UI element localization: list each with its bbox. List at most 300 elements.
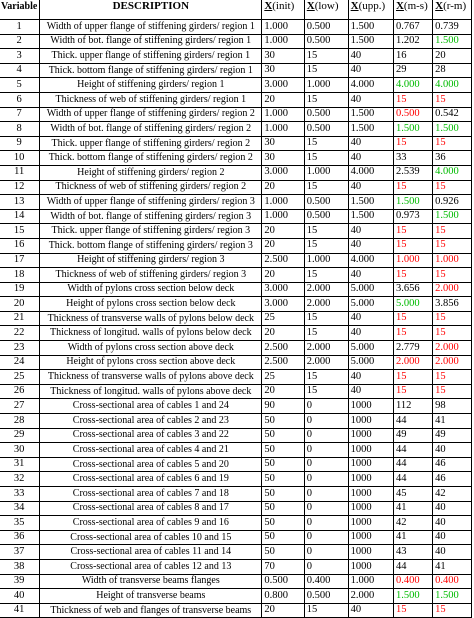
x-last-cell: 0.926 [433,195,472,210]
x-last-cell: 1.500 [433,209,472,224]
x-ms-cell: 3.656 [393,282,432,297]
x-init-cell: 25 [262,370,304,385]
table-row [0,341,472,356]
x-ms-column-header [393,0,432,20]
table-row [0,574,472,589]
x-init-cell: 50 [262,501,304,516]
x-low-cell: 0 [304,428,348,443]
x-last-cell: 1.500 [433,34,472,49]
x-init-cell: 30 [262,49,304,64]
x-last-cell: 20 [433,49,472,64]
x-low-cell: 15 [304,224,348,239]
variable-number-cell: 9 [0,136,40,151]
x-upp-cell: 5.000 [348,282,393,297]
description-cell: Height of pylons cross section above deck [40,355,262,370]
x-init-cell: 1.000 [262,20,304,35]
x-init-cell: 50 [262,414,304,429]
variable-number-cell: 15 [0,224,40,239]
x-low-cell: 0 [304,545,348,560]
x-upp-cell: 1.500 [348,195,393,210]
x-upp-cell: 40 [348,63,393,78]
description-cell: Cross-sectional area of cables 2 and 23 [40,414,262,429]
x-upp-cell: 1000 [348,457,393,472]
x-ms-cell: 15 [393,311,432,326]
x-upp-column-header [348,0,393,20]
x-low-cell: 15 [304,63,348,78]
variable-number-cell: 16 [0,238,40,253]
table-row [0,355,472,370]
x-last-cell: 15 [433,268,472,283]
description-cell: Width of upper flange of stiffening girders/ region 1 [40,20,262,35]
description-cell: Thick. bottom flange of stiffening girders/ region 1 [40,63,262,78]
x-last-cell: 0.542 [433,107,472,122]
x-low-cell: 15 [304,311,348,326]
x-last-cell: 4.000 [433,165,472,180]
x-last-cell: 2.000 [433,355,472,370]
x-ms-cell: 49 [393,428,432,443]
x-last-cell: 1.500 [433,122,472,137]
x-init-cell: 50 [262,545,304,560]
description-cell: Thick. upper flange of stiffening girders/ region 2 [40,136,262,151]
variable-number-cell: 6 [0,92,40,107]
x-low-cell: 0.500 [304,195,348,210]
table-row [0,370,472,385]
x-low-cell: 15 [304,326,348,341]
x-upp-cell: 1000 [348,487,393,502]
variable-number-cell: 3 [0,49,40,64]
x-init-cell: 50 [262,530,304,545]
x-upp-cell: 5.000 [348,297,393,312]
table-row [0,297,472,312]
x-last-cell: 15 [433,92,472,107]
x-init-cell: 70 [262,559,304,574]
x-last-cell: 1.500 [433,589,472,604]
table-row [0,49,472,64]
x-ms-cell: 112 [393,399,432,414]
x-init-cell: 3.000 [262,297,304,312]
x-last-cell: 28 [433,63,472,78]
description-cell: Thickness of web of stiffening girders/ region 3 [40,268,262,283]
x-init-cell: 50 [262,457,304,472]
x-ms-cell: 2.000 [393,355,432,370]
variable-number-cell: 19 [0,282,40,297]
table-row [0,20,472,35]
x-init-cell: 1.000 [262,195,304,210]
x-low-cell: 2.000 [304,297,348,312]
table-row [0,589,472,604]
x-last-cell: 2.000 [433,341,472,356]
x-low-cell: 2.000 [304,341,348,356]
x-low-cell: 15 [304,384,348,399]
x-init-cell: 30 [262,151,304,166]
variable-number-cell: 20 [0,297,40,312]
description-cell: Thickness of web and flanges of transverse beams [40,603,262,618]
x-low-cell: 2.000 [304,355,348,370]
description-cell: Height of stiffening girders/ region 2 [40,165,262,180]
x-ms-cell: 15 [393,238,432,253]
x-last-cell: 40 [433,443,472,458]
table-body [0,20,472,618]
x-init-subscript: (init) [272,0,295,12]
table-row [0,195,472,210]
variable-number-cell: 24 [0,355,40,370]
x-last-cell: 40 [433,501,472,516]
x-low-cell: 0 [304,472,348,487]
variable-number-cell: 39 [0,574,40,589]
x-ms-cell: 15 [393,268,432,283]
x-ms-cell: 1.000 [393,253,432,268]
x-last-cell: 4.000 [433,78,472,93]
x-upp-cell: 1.000 [348,574,393,589]
variable-number-cell: 7 [0,107,40,122]
description-cell: Cross-sectional area of cables 7 and 18 [40,487,262,502]
x-last-cell: 15 [433,311,472,326]
table-row [0,238,472,253]
x-last-cell: 15 [433,370,472,385]
x-last-cell: 36 [433,151,472,166]
x-ms-cell: 15 [393,326,432,341]
variable-number-cell: 12 [0,180,40,195]
x-ms-cell: 2.539 [393,165,432,180]
x-ms-cell: 44 [393,443,432,458]
table-row [0,63,472,78]
variable-number-cell: 27 [0,399,40,414]
table-row [0,253,472,268]
x-ms-cell: 5.000 [393,297,432,312]
variable-number-cell: 35 [0,516,40,531]
table-row [0,457,472,472]
description-cell: Width of transverse beams flanges [40,574,262,589]
x-ms-symbol: X [395,0,404,12]
table-row [0,559,472,574]
x-init-cell: 50 [262,443,304,458]
x-low-cell: 0 [304,559,348,574]
x-ms-cell: 15 [393,92,432,107]
variable-number-cell: 22 [0,326,40,341]
x-low-cell: 0.500 [304,34,348,49]
table-row [0,268,472,283]
description-cell: Cross-sectional area of cables 4 and 21 [40,443,262,458]
x-upp-cell: 40 [348,92,393,107]
variable-number-cell: 8 [0,122,40,137]
x-last-cell: 15 [433,224,472,239]
description-cell: Cross-sectional area of cables 5 and 20 [40,457,262,472]
x-ms-cell: 0.400 [393,574,432,589]
description-cell: Width of pylons cross section below deck [40,282,262,297]
variable-number-cell: 29 [0,428,40,443]
table-row [0,107,472,122]
x-low-cell: 0.400 [304,574,348,589]
x-init-cell: 2.500 [262,253,304,268]
x-last-cell: 15 [433,384,472,399]
variable-number-cell: 30 [0,443,40,458]
description-cell: Cross-sectional area of cables 1 and 24 [40,399,262,414]
x-ms-cell: 15 [393,180,432,195]
x-ms-cell: 42 [393,516,432,531]
x-low-cell: 0 [304,457,348,472]
x-last-cell: 15 [433,603,472,618]
variable-number-cell: 34 [0,501,40,516]
table-row [0,311,472,326]
x-upp-cell: 1000 [348,501,393,516]
x-low-cell: 0 [304,530,348,545]
x-ms-cell: 0.767 [393,20,432,35]
x-upp-cell: 40 [348,311,393,326]
description-cell: Height of stiffening girders/ region 3 [40,253,262,268]
x-init-cell: 0.500 [262,574,304,589]
x-low-cell: 15 [304,268,348,283]
variable-number-cell: 40 [0,589,40,604]
x-low-cell: 15 [304,151,348,166]
x-last-cell: 98 [433,399,472,414]
variable-number-cell: 31 [0,457,40,472]
x-low-cell: 1.000 [304,78,348,93]
x-init-symbol: X [264,0,273,12]
x-ms-cell: 29 [393,63,432,78]
description-cell: Thick. bottom flange of stiffening girders/ region 3 [40,238,262,253]
x-upp-cell: 4.000 [348,78,393,93]
table-row [0,151,472,166]
variable-number-cell: 36 [0,530,40,545]
table-row [0,224,472,239]
x-upp-symbol: X [350,0,359,12]
description-cell: Thickness of longitud. walls of pylons below deck [40,326,262,341]
table-row [0,180,472,195]
table-row [0,92,472,107]
x-upp-cell: 5.000 [348,341,393,356]
table-row [0,603,472,618]
description-cell: Cross-sectional area of cables 10 and 15 [40,530,262,545]
x-upp-cell: 40 [348,370,393,385]
x-upp-cell: 1.500 [348,20,393,35]
x-last-cell: 40 [433,516,472,531]
table-row [0,516,472,531]
variable-number-cell: 5 [0,78,40,93]
x-init-cell: 50 [262,472,304,487]
variable-number-cell: 21 [0,311,40,326]
table-row [0,530,472,545]
description-cell: Thickness of web of stiffening girders/ region 2 [40,180,262,195]
x-low-cell: 0.500 [304,122,348,137]
x-init-cell: 20 [262,326,304,341]
x-last-symbol: X [435,0,444,12]
x-ms-cell: 2.779 [393,341,432,356]
x-low-cell: 0.500 [304,20,348,35]
x-upp-subscript: (upp.) [358,0,386,12]
x-init-cell: 2.500 [262,341,304,356]
x-low-cell: 15 [304,238,348,253]
x-last-cell: 15 [433,326,472,341]
x-upp-cell: 1.500 [348,209,393,224]
x-upp-cell: 2.000 [348,589,393,604]
x-init-cell: 20 [262,180,304,195]
description-cell: Width of bot. flange of stiffening girders/ region 1 [40,34,262,49]
x-upp-cell: 1000 [348,443,393,458]
x-ms-cell: 44 [393,559,432,574]
x-init-cell: 30 [262,136,304,151]
table-row [0,545,472,560]
table-row [0,472,472,487]
description-cell: Thick. upper flange of stiffening girders/ region 3 [40,224,262,239]
x-low-symbol: X [306,0,315,12]
table-row [0,487,472,502]
x-init-cell: 25 [262,311,304,326]
x-last-cell: 41 [433,559,472,574]
x-upp-cell: 4.000 [348,165,393,180]
x-init-cell: 1.000 [262,107,304,122]
x-init-cell: 0.800 [262,589,304,604]
variable-number-cell: 17 [0,253,40,268]
x-upp-cell: 1000 [348,545,393,560]
description-cell: Height of transverse beams [40,589,262,604]
x-upp-cell: 1000 [348,428,393,443]
x-init-cell: 20 [262,238,304,253]
variable-number-cell: 18 [0,268,40,283]
x-ms-cell: 15 [393,224,432,239]
x-ms-cell: 41 [393,501,432,516]
x-last-cell: 41 [433,414,472,429]
x-upp-cell: 1000 [348,516,393,531]
x-last-cell: 40 [433,545,472,560]
x-ms-cell: 1.500 [393,195,432,210]
x-ms-cell: 33 [393,151,432,166]
x-low-cell: 15 [304,370,348,385]
x-init-cell: 1.000 [262,209,304,224]
x-init-column-header [262,0,304,20]
variable-number-cell: 14 [0,209,40,224]
table-row [0,282,472,297]
description-cell: Cross-sectional area of cables 6 and 19 [40,472,262,487]
description-cell: Cross-sectional area of cables 9 and 16 [40,516,262,531]
x-ms-cell: 41 [393,530,432,545]
x-upp-cell: 40 [348,238,393,253]
description-cell: Thickness of transverse walls of pylons below deck [40,311,262,326]
x-upp-cell: 4.000 [348,253,393,268]
description-cell: Width of pylons cross section above deck [40,341,262,356]
x-ms-cell: 44 [393,414,432,429]
description-column-header: DESCRIPTION [40,0,262,20]
x-upp-cell: 40 [348,224,393,239]
x-ms-cell: 15 [393,370,432,385]
x-last-cell: 42 [433,487,472,502]
x-last-cell: 15 [433,180,472,195]
variable-number-cell: 2 [0,34,40,49]
x-last-cell: 15 [433,238,472,253]
x-ms-cell: 15 [393,603,432,618]
x-upp-cell: 40 [348,180,393,195]
x-last-cell: 49 [433,428,472,443]
header-row [0,0,472,20]
x-low-cell: 15 [304,92,348,107]
x-last-column-header [433,0,472,20]
x-low-cell: 0 [304,501,348,516]
x-upp-cell: 1000 [348,559,393,574]
description-cell: Width of upper flange of stiffening girders/ region 2 [40,107,262,122]
table-row [0,34,472,49]
description-cell: Thick. bottom flange of stiffening girders/ region 2 [40,151,262,166]
x-upp-cell: 1000 [348,472,393,487]
x-low-cell: 0 [304,414,348,429]
x-upp-cell: 5.000 [348,355,393,370]
description-cell: Thickness of longitud. walls of pylons above deck [40,384,262,399]
x-init-cell: 3.000 [262,282,304,297]
x-low-cell: 15 [304,180,348,195]
x-low-cell: 15 [304,49,348,64]
x-low-cell: 0 [304,399,348,414]
x-init-cell: 20 [262,268,304,283]
x-init-cell: 20 [262,384,304,399]
x-upp-cell: 40 [348,326,393,341]
x-low-cell: 0.500 [304,589,348,604]
table-row [0,501,472,516]
x-init-cell: 50 [262,516,304,531]
table-row [0,384,472,399]
x-low-subscript: (low) [314,0,339,12]
table-row [0,136,472,151]
table-row [0,165,472,180]
x-last-subscript: (r-m) [443,0,467,12]
variable-number-cell: 33 [0,487,40,502]
x-init-cell: 20 [262,224,304,239]
x-low-cell: 0.500 [304,107,348,122]
variable-number-cell: 11 [0,165,40,180]
description-cell: Height of stiffening girders/ region 1 [40,78,262,93]
variable-number-cell: 1 [0,20,40,35]
x-ms-cell: 15 [393,384,432,399]
x-ms-cell: 44 [393,472,432,487]
x-ms-cell: 1.500 [393,589,432,604]
x-last-cell: 40 [433,530,472,545]
description-cell: Thickness of web of stiffening girders/ region 1 [40,92,262,107]
x-init-cell: 50 [262,428,304,443]
variable-number-cell: 13 [0,195,40,210]
x-init-cell: 3.000 [262,165,304,180]
x-last-cell: 15 [433,136,472,151]
description-cell: Cross-sectional area of cables 3 and 22 [40,428,262,443]
table-row [0,443,472,458]
x-upp-cell: 1.500 [348,107,393,122]
x-init-cell: 30 [262,63,304,78]
x-upp-cell: 1000 [348,530,393,545]
table-header [0,0,472,20]
variable-number-cell: 25 [0,370,40,385]
x-last-cell: 3.856 [433,297,472,312]
variable-column-header: Variable [0,0,40,20]
x-init-cell: 50 [262,487,304,502]
variable-number-cell: 37 [0,545,40,560]
table-row [0,414,472,429]
x-low-cell: 0 [304,516,348,531]
variable-number-cell: 26 [0,384,40,399]
x-ms-cell: 44 [393,457,432,472]
x-low-cell: 1.000 [304,253,348,268]
x-low-cell: 2.000 [304,282,348,297]
x-last-cell: 1.000 [433,253,472,268]
x-ms-cell: 15 [393,136,432,151]
x-upp-cell: 1000 [348,399,393,414]
variable-number-cell: 10 [0,151,40,166]
x-init-cell: 3.000 [262,78,304,93]
table-row [0,428,472,443]
description-cell: Width of upper flange of stiffening girders/ region 3 [40,195,262,210]
variable-number-cell: 41 [0,603,40,618]
description-cell: Width of bot. flange of stiffening girders/ region 3 [40,209,262,224]
description-cell: Height of pylons cross section below deck [40,297,262,312]
table-row [0,209,472,224]
x-low-cell: 0.500 [304,209,348,224]
x-ms-subscript: (m-s) [403,0,428,12]
description-cell: Thickness of transverse walls of pylons above deck [40,370,262,385]
